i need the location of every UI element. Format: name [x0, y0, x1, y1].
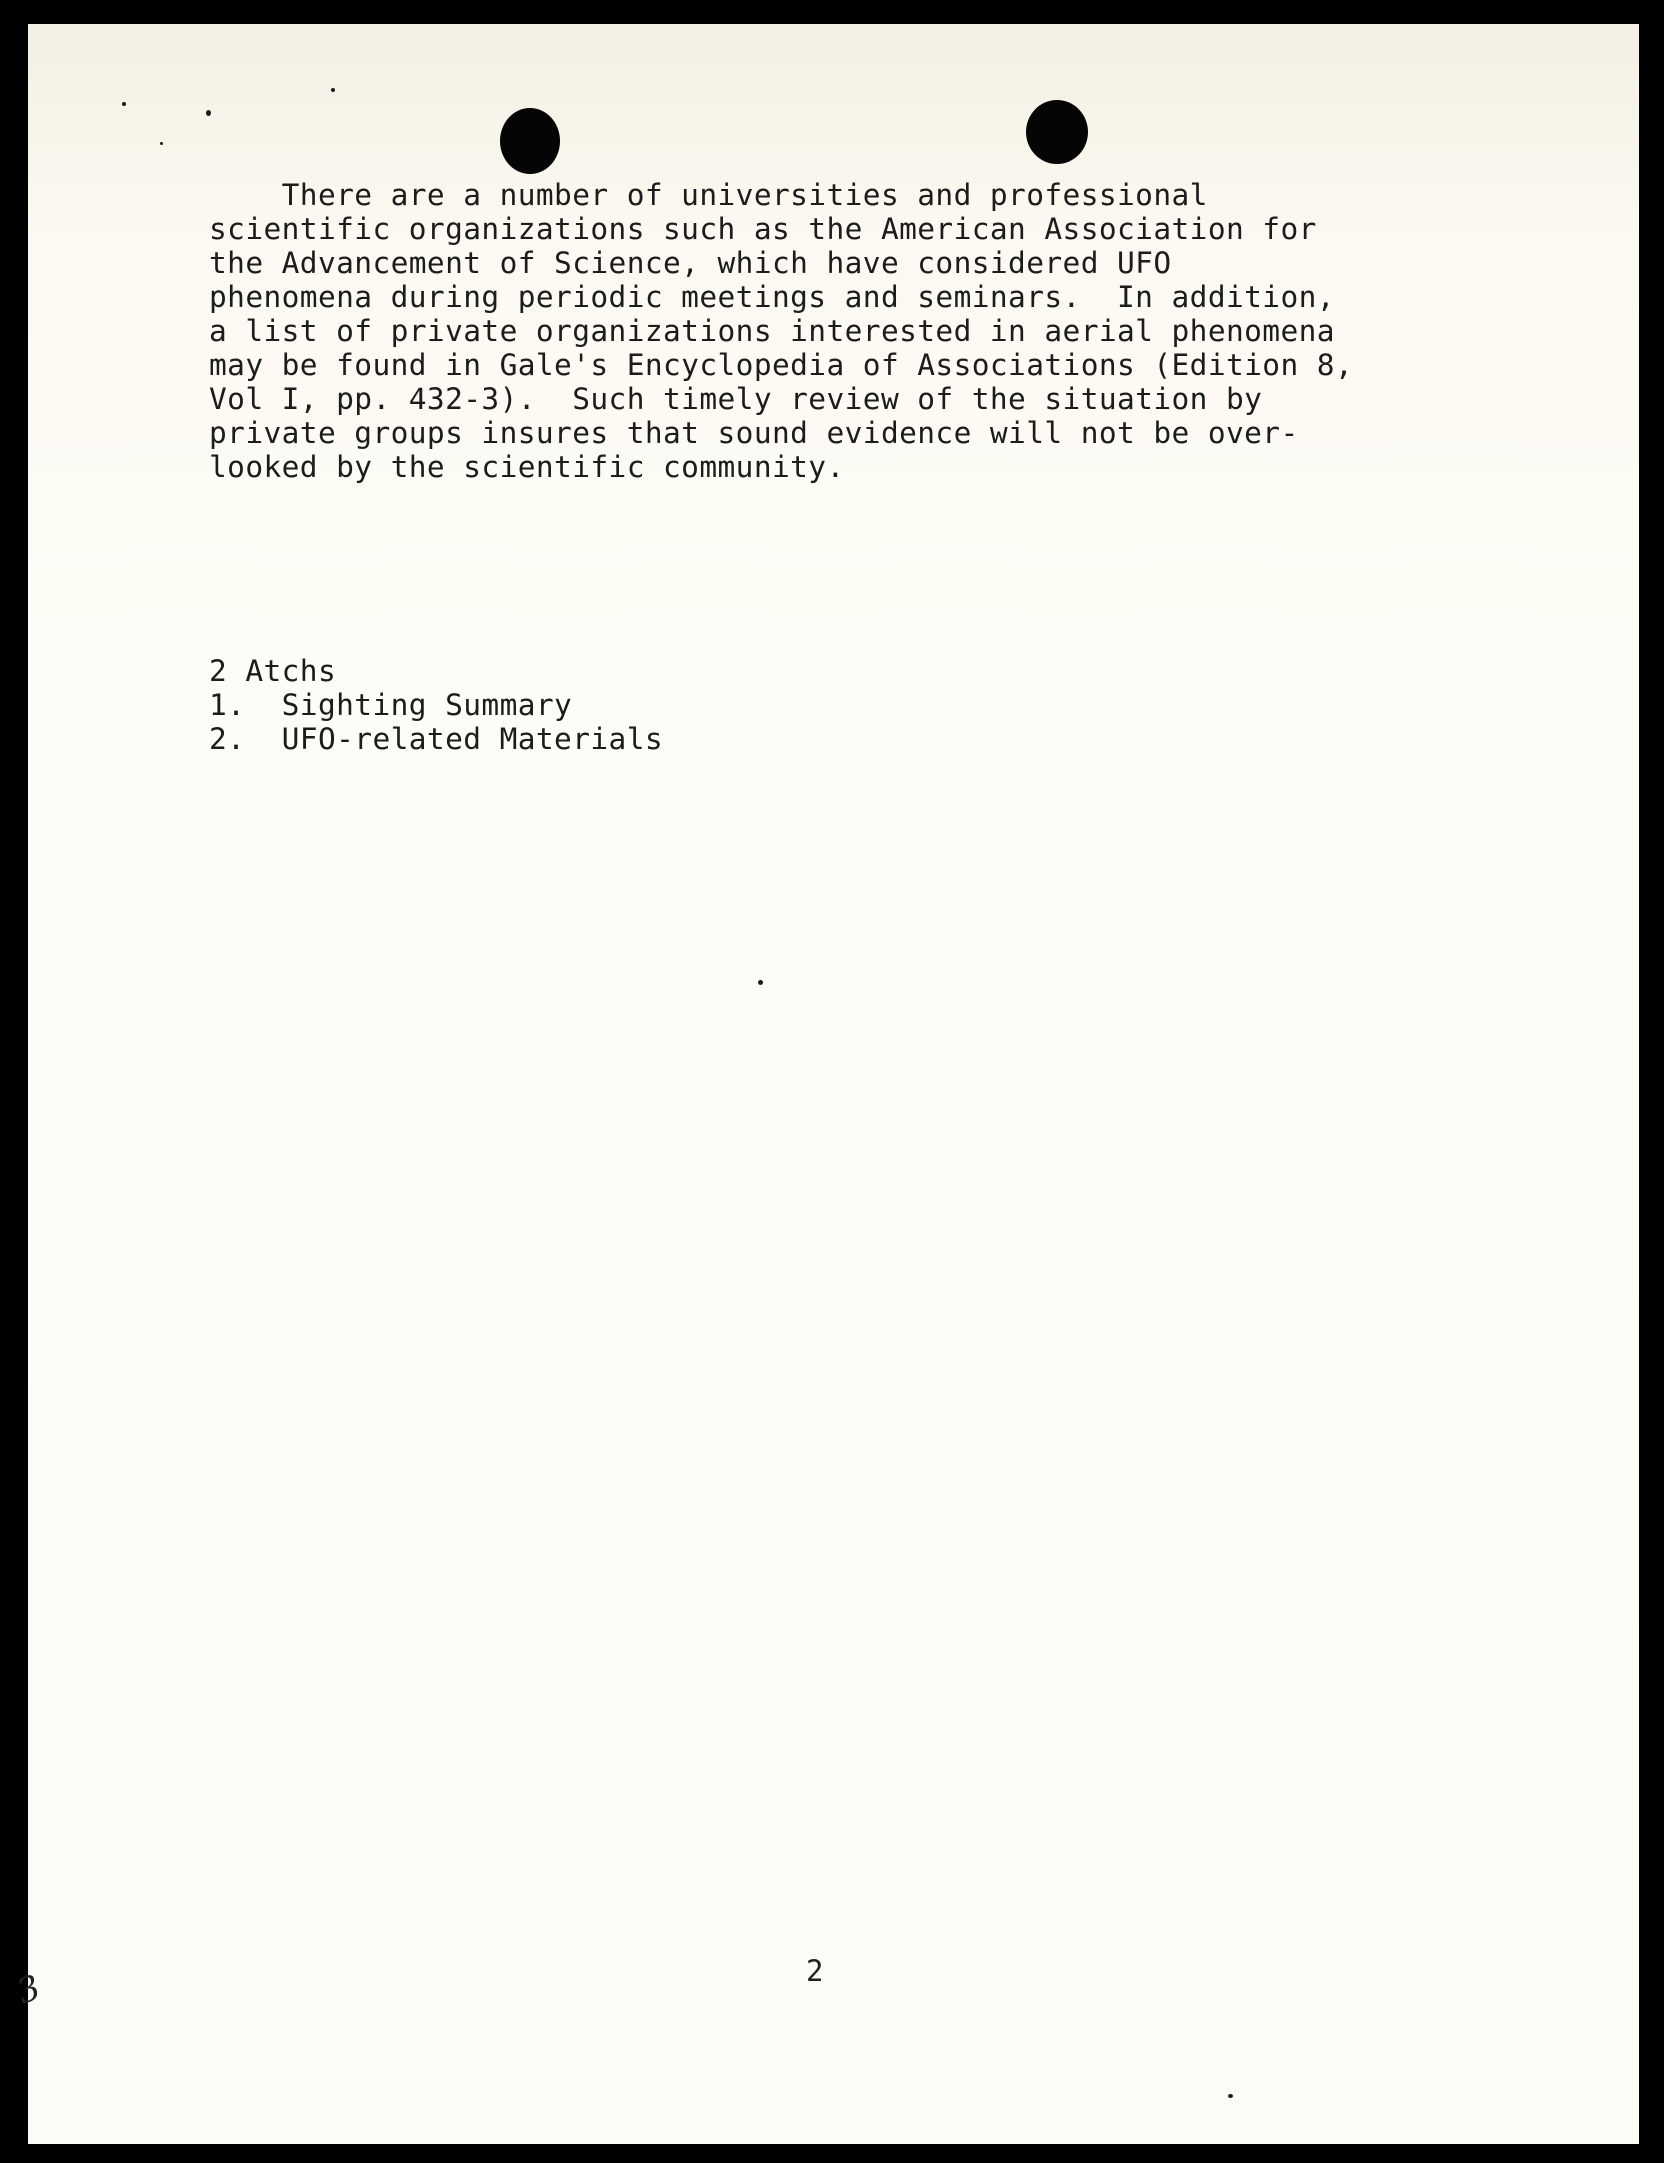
ink-speck: [206, 110, 211, 116]
page-number: 2: [806, 1954, 824, 1988]
ink-speck: [758, 980, 763, 985]
attachments-heading: 2 Atchs: [209, 654, 337, 688]
paragraph-line-9: looked by the scientific community.: [209, 450, 845, 484]
punch-hole-right: [1026, 100, 1088, 164]
paragraph-line-4: phenomena during periodic meetings and seminars. In addition,: [209, 280, 1335, 314]
paragraph-line-1: There are a number of universities and professional: [209, 178, 1208, 212]
paragraph-line-7: Vol I, pp. 432-3). Such timely review of the situation by: [209, 382, 1263, 416]
attachment-item-1: 1. Sighting Summary: [209, 688, 573, 722]
ink-speck: [331, 88, 335, 92]
attachment-item-2: 2. UFO-related Materials: [209, 722, 664, 756]
paragraph-line-6: may be found in Gale's Encyclopedia of Associations (Edition 8,: [209, 348, 1354, 382]
ink-speck: [160, 142, 163, 145]
ink-speck: [122, 102, 126, 106]
paragraph-line-2: scientific organizations such as the American Association for: [209, 212, 1317, 246]
paragraph-line-8: private groups insures that sound evidence will not be over-: [209, 416, 1299, 450]
punch-hole-left: [500, 108, 560, 174]
handwritten-margin-mark: 3: [11, 1967, 46, 2013]
document-page: [28, 24, 1639, 2144]
paragraph-line-3: the Advancement of Science, which have considered UFO: [209, 246, 1172, 280]
ink-speck: [1228, 2094, 1233, 2098]
paragraph-line-5: a list of private organizations interested in aerial phenomena: [209, 314, 1335, 348]
